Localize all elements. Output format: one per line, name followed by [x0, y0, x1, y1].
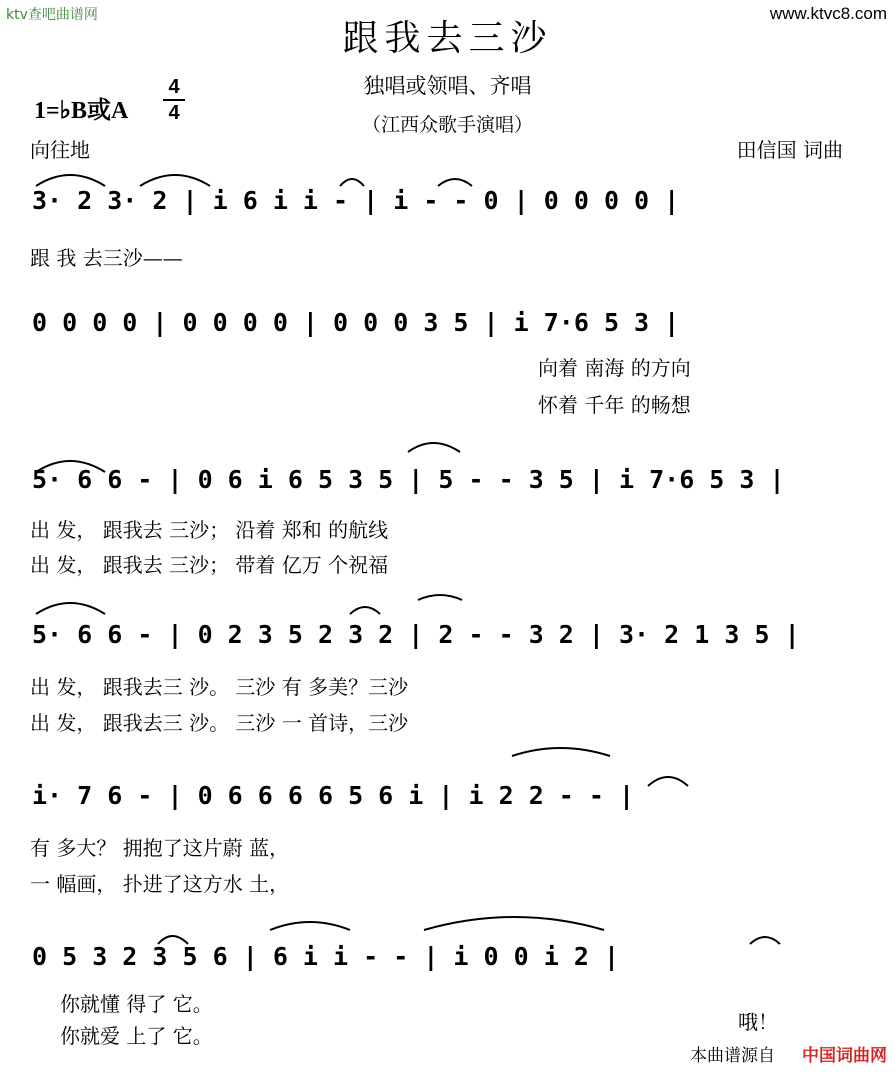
lyrics-line-3a: 出 发， 跟我去 三沙； 沿着 郑和 的航线: [30, 518, 389, 542]
performer: （江西众歌手演唱）: [361, 114, 533, 136]
watermark-left: ktv查吧曲谱网: [6, 7, 98, 23]
lyrics-line-6b: 你就爱 上了 它。: [60, 1024, 213, 1048]
song-title: 跟我去三沙: [342, 18, 553, 59]
time-signature-bottom: 4: [168, 102, 180, 124]
lyrics-extra: 哦！: [738, 1010, 778, 1034]
lyrics-line-2a: 向着 南海 的方向: [538, 356, 691, 380]
lyrics-line-5a: 有 多大？ 拥抱了这片蔚 蓝，: [30, 836, 290, 860]
key-signature: 1=♭B或A: [34, 98, 129, 124]
lyrics-line-5b: 一 幅画， 扑进了这方水 土，: [30, 872, 290, 896]
lyrics-line-3b: 出 发， 跟我去 三沙； 带着 亿万 个祝福: [30, 553, 389, 577]
notation-line-5: i· 7 6 - | 0 6 6 6 6 5 6 i | i 2 2 - - |: [32, 781, 635, 810]
tempo-marking: 向往地: [30, 138, 90, 162]
composer: 田信国 词曲: [736, 138, 843, 162]
notation-line-4: 5· 6 6 - | 0 2 3 5 2 3 2 | 2 - - 3 2 | 3· 2 1 3 5 |: [32, 620, 800, 649]
lyrics-line-2b: 怀着 千年 的畅想: [538, 393, 691, 417]
subtitle: 独唱或领唱、齐唱: [363, 74, 532, 98]
footer-site-link[interactable]: 中国词曲网: [802, 1046, 887, 1066]
notation-line-3: 5· 6 6 - | 0 6 i 6 5 3 5 | 5 - - 3 5 | i 7·6 5 3 |: [32, 465, 785, 494]
notation-line-1: 3· 2 3· 2 | i 6 i i - | i - - 0 | 0 0 0 0 |: [32, 186, 680, 215]
footer-source: 本曲谱源自: [690, 1046, 775, 1066]
notation-line-2: 0 0 0 0 | 0 0 0 0 | 0 0 0 3 5 | i 7·6 5 3 |: [32, 308, 680, 337]
time-signature-top: 4: [168, 76, 180, 98]
lyrics-line-4b: 出 发， 跟我去三 沙。 三沙 一 首诗，三沙: [30, 711, 409, 735]
watermark-right: www.ktvc8.com: [769, 4, 887, 23]
lyrics-line-1: 跟 我 去三沙——: [30, 246, 183, 270]
notation-line-6: 0 5 3 2 3 5 6 | 6 i i - - | i 0 0 i 2 |: [32, 942, 619, 971]
lyrics-line-4a: 出 发， 跟我去三 沙。 三沙 有 多美？三沙: [30, 675, 409, 699]
lyrics-line-6a: 你就懂 得了 它。: [60, 992, 213, 1016]
